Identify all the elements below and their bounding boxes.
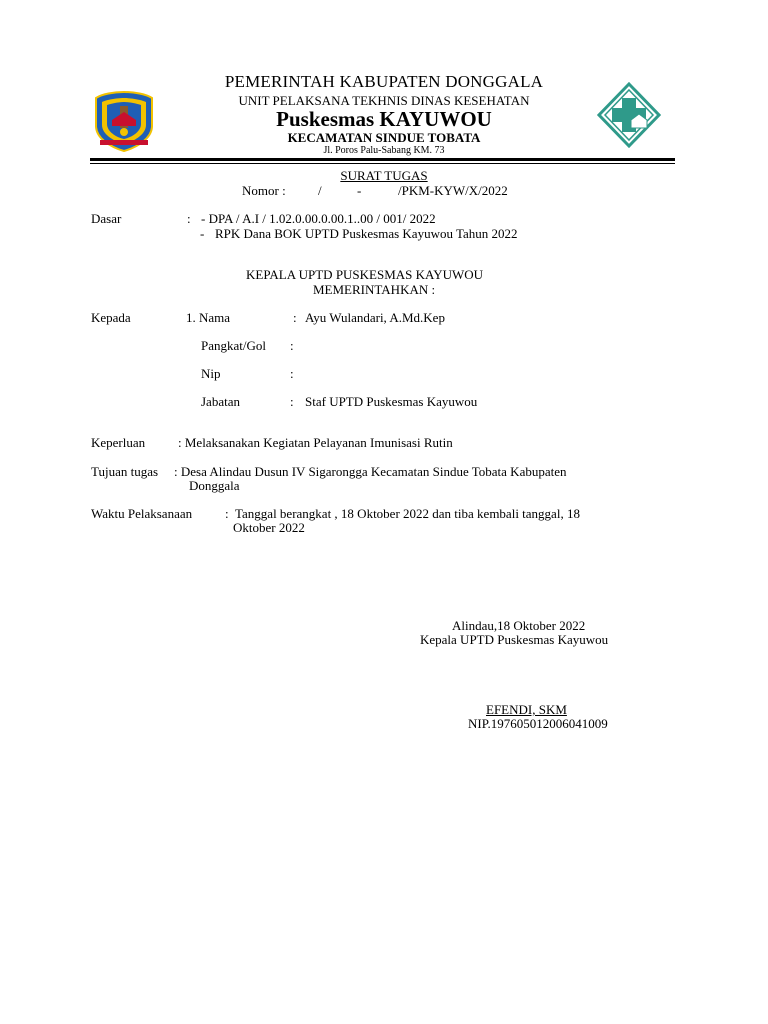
nomor-sep1: / [318,183,322,198]
tujuan-value-2: Donggala [189,478,240,493]
header-divider [90,158,675,161]
waktu-label: Waktu Pelaksanaan [91,506,193,521]
waktu-colon: : [225,506,229,521]
jabatan-value: Staf UPTD Puskesmas Kayuwou [305,394,478,409]
order-line-1: KEPALA UPTD PUSKESMAS KAYUWOU [246,267,484,282]
signature-nip: NIP.197605012006041009 [468,716,608,731]
nomor-label: Nomor : [242,183,286,198]
nomor-sep2: - [357,183,362,198]
waktu-value-2: Oktober 2022 [233,520,305,535]
signature-position: Kepala UPTD Puskesmas Kayuwou [420,632,609,647]
dasar-colon: : [187,211,191,226]
nomor-suffix: /PKM-KYW/X/2022 [398,183,508,198]
jabatan-label: Jabatan [201,394,240,409]
dasar-label: Dasar [91,211,122,226]
nama-label: 1. Nama [186,310,231,325]
header-divider-thin [90,163,675,164]
header-government: PEMERINTAH KABUPATEN DONGGALA [224,72,544,91]
tujuan-value-1: : Desa Alindau Dusun IV Sigarongga Kecamatan Sindue Tobata Kabupaten [174,464,567,479]
keperluan-value: : Melaksanakan Kegiatan Pelayanan Imunisasi Rutin [178,435,453,450]
pangkat-label: Pangkat/Gol [201,338,266,353]
pangkat-colon: : [290,338,294,353]
waktu-value-1: Tanggal berangkat , 18 Oktober 2022 dan tiba kembali tanggal, 18 [235,506,580,521]
nama-value: Ayu Wulandari, A.Md.Kep [305,310,445,325]
tujuan-label: Tujuan tugas [91,464,159,479]
jabatan-colon: : [290,394,294,409]
nip-label: Nip [201,366,221,381]
signature-place-date: Alindau,18 Oktober 2022 [452,618,586,633]
header-address: Jl. Poros Palu-Sabang KM. 73 [323,145,445,156]
letter-title: SURAT TUGAS [340,168,428,183]
keperluan-label: Keperluan [91,435,146,450]
dasar-item-2: RPK Dana BOK UPTD Puskesmas Kayuwou Tahun 2022 [215,226,518,241]
kepada-label: Kepada [91,310,131,325]
order-line-2: MEMERINTAHKAN : [313,282,436,297]
signature-name: EFENDI, SKM [486,702,567,717]
header-unit: UNIT PELAKSANA TEKHNIS DINAS KESEHATAN [238,93,530,108]
header-puskesmas: Puskesmas KAYUWOU [276,107,492,131]
nip-colon: : [290,366,294,381]
nama-colon: : [293,310,297,325]
dasar-item-2-dash: - [200,226,205,241]
dasar-item-1: - DPA / A.I / 1.02.0.00.0.00.1..00 / 001/ 2022 [201,211,436,226]
header-kecamatan: KECAMATAN SINDUE TOBATA [287,130,481,145]
